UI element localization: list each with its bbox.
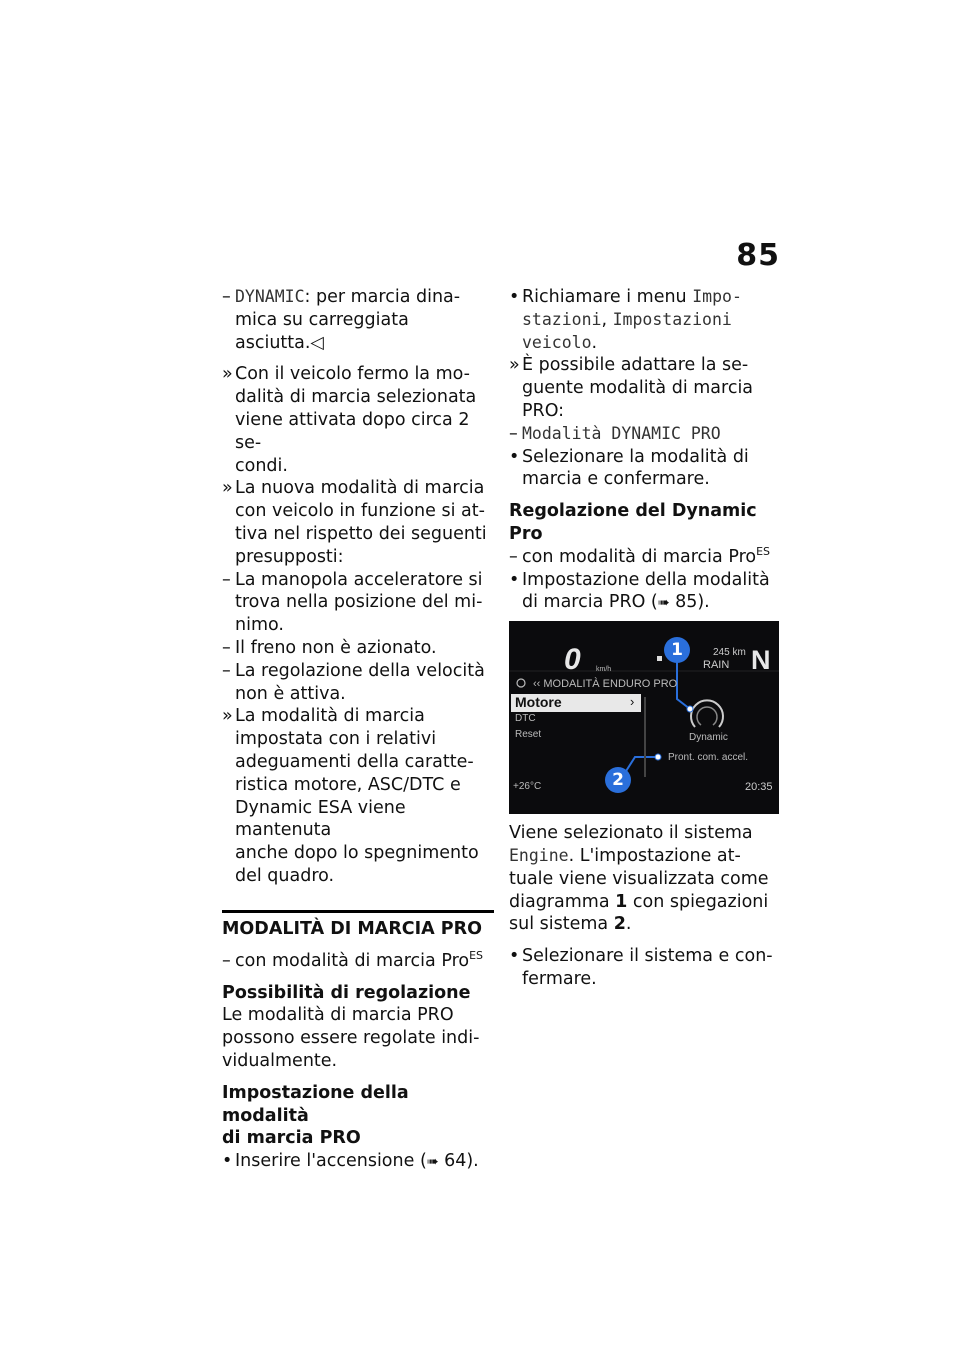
dashboard-screenshot <box>509 621 779 814</box>
text: impostata con i relativi <box>235 729 437 750</box>
callout-line-1 <box>677 661 690 709</box>
step-setting <box>509 569 781 616</box>
condition-2 <box>222 637 494 660</box>
response-label: Pront. com. accel. <box>668 752 749 764</box>
caption-text <box>509 822 781 936</box>
bullet-marker: • <box>222 1151 233 1172</box>
text: fermare. <box>522 968 597 989</box>
text: La regolazione della velocità <box>235 660 485 681</box>
menu-item-motore[interactable]: Motore <box>515 694 562 711</box>
text: Con il veicolo fermo la mo- <box>235 364 470 385</box>
text: guente modalità di marcia <box>522 378 754 399</box>
text: Dynamic ESA viene mantenuta <box>235 797 406 841</box>
text: . <box>591 332 598 353</box>
bullet-marker: • <box>509 946 520 967</box>
text: La manopola acceleratore si <box>235 569 483 590</box>
text: diagramma <box>509 891 616 912</box>
text: con modalità di marcia Pro <box>522 546 757 567</box>
code: Modalità DYNAMIC PRO <box>522 423 721 443</box>
text: viene attivata dopo circa 2 se- <box>235 409 470 453</box>
result-2 <box>222 477 494 568</box>
text: con veicolo in funzione si at- <box>235 501 485 522</box>
condition-1 <box>222 569 494 637</box>
text: È possibile adattare la se- <box>522 355 749 376</box>
text: del quadro. <box>235 865 335 886</box>
condition-3 <box>222 660 494 706</box>
text: : per marcia dina- <box>304 287 461 307</box>
temperature: +26°C <box>513 781 542 793</box>
page-ref-link[interactable]: 64). <box>444 1151 479 1172</box>
text: Le modalità di marcia PRO <box>222 1005 454 1026</box>
result-marker: » <box>222 364 233 385</box>
code-dynamic: DYNAMIC <box>235 287 305 306</box>
option-dynamic <box>222 286 494 354</box>
text: Richiamare i menu <box>522 287 693 307</box>
step-select-mode <box>509 446 781 492</box>
callout-dot-1 <box>687 706 693 712</box>
range-value: 245 km <box>713 647 746 659</box>
left-column <box>222 286 494 1174</box>
page-ref-link[interactable]: 85). <box>675 592 710 613</box>
callout-badge-1: 1 <box>664 637 690 663</box>
bullet-marker: • <box>509 287 520 307</box>
text: La nuova modalità di marcia <box>235 478 485 499</box>
gear-icon <box>517 679 525 687</box>
code: stazioni <box>522 309 602 329</box>
text: di marcia PRO <box>222 1128 361 1149</box>
text: nimo. <box>235 615 284 636</box>
menu-header: ‹‹ MODALITÀ ENDURO PRO <box>533 678 678 691</box>
text: . <box>625 914 632 935</box>
dash-marker: – <box>222 660 231 681</box>
text: Impostazione della modalità <box>222 1082 409 1126</box>
text: Impostazione della modalità <box>522 569 770 590</box>
right-column <box>509 286 781 991</box>
text: presupposti: <box>235 546 344 567</box>
text: marcia e confermare. <box>522 469 710 490</box>
engine-diagram-inner <box>697 707 717 725</box>
text: trova nella posizione del mi- <box>235 592 483 613</box>
code: Impo- <box>692 287 742 306</box>
gear-indicator: N <box>751 645 771 676</box>
text: non è attiva. <box>235 683 346 704</box>
step-select-system <box>509 945 781 991</box>
option-note <box>509 546 781 569</box>
text: PRO: <box>522 400 565 421</box>
code: Engine <box>509 845 569 865</box>
text: Viene selezionato il sistema <box>509 823 753 844</box>
bullet-marker: • <box>509 446 520 467</box>
engine-diagram-icon <box>691 701 723 728</box>
dash-marker: – <box>222 637 231 658</box>
result-marker: » <box>222 706 233 727</box>
dash-marker: – <box>222 950 231 971</box>
bullet-marker: • <box>509 569 520 590</box>
text: sul sistema <box>509 914 614 935</box>
text: Selezionare il sistema e con- <box>522 946 773 967</box>
menu-item-reset[interactable]: Reset <box>515 729 542 741</box>
ref-number: 1 <box>615 891 628 912</box>
text: adeguamenti della caratte- <box>235 751 474 772</box>
diagram-label: Dynamic <box>689 732 728 744</box>
heading-regulation: Possibilità di regolazione <box>222 982 471 1003</box>
text: mica su carreggiata asciutta.◁ <box>235 309 409 353</box>
text: condi. <box>235 455 288 476</box>
regulation-text <box>222 1004 494 1072</box>
option-code: ES <box>756 544 771 558</box>
step-menu <box>509 286 781 354</box>
text: , <box>601 309 613 330</box>
clock: 20:35 <box>745 781 773 794</box>
text: La modalità di marcia <box>235 706 425 727</box>
callout-badge-2: 2 <box>605 767 631 793</box>
code: Impostazioni <box>612 309 732 329</box>
code: veicolo <box>522 332 592 352</box>
ref-number: 2 <box>613 914 626 935</box>
text: ristica motore, ASC/DTC e <box>235 774 461 795</box>
section-title: MODALITÀ DI MARCIA PRO <box>222 918 482 939</box>
menu-item-dtc[interactable]: DTC <box>515 713 536 725</box>
text: tiva nel rispetto dei seguenti <box>235 523 487 544</box>
dash-marker: – <box>222 287 231 307</box>
text: con spiegazioni <box>627 891 769 912</box>
result-1 <box>222 363 494 477</box>
speed-value: 0 <box>564 643 581 677</box>
heading-setting <box>222 1082 494 1150</box>
menu-separator <box>644 697 646 777</box>
page-ref-arrow-icon: ➠ <box>657 595 670 612</box>
option-code: ES <box>469 948 484 962</box>
dash-marker: – <box>222 569 231 590</box>
result-marker: » <box>509 355 520 376</box>
text: Il freno non è azionato. <box>235 637 437 658</box>
page-ref-arrow-icon: ➠ <box>426 1154 439 1171</box>
text: . L'impostazione at- <box>568 845 741 866</box>
callout-dot-2 <box>655 754 661 760</box>
heading-dynamic-pro: Regolazione del Dynamic Pro <box>509 501 757 544</box>
dash-marker: – <box>509 546 518 567</box>
text: con modalità di marcia Pro <box>235 950 470 971</box>
text: di marcia PRO ( <box>522 592 658 613</box>
step-ignition <box>222 1150 494 1174</box>
page-number: 85 <box>736 238 780 273</box>
speed-unit: km/h <box>596 666 612 674</box>
lock-icon <box>657 656 662 661</box>
option-dynamic-pro <box>509 423 781 446</box>
result-marker: » <box>222 478 233 499</box>
text: vidualmente. <box>222 1050 338 1071</box>
ride-mode: RAIN <box>703 659 730 672</box>
text: anche dopo lo spegnimento <box>235 843 479 864</box>
chevron-right-icon: › <box>630 694 635 710</box>
option-note <box>222 950 494 973</box>
text: tuale viene visualizzata come <box>509 868 769 889</box>
text: Inserire l'accensione ( <box>235 1151 427 1172</box>
text: possono essere regolate indi- <box>222 1028 480 1049</box>
text: Selezionare la modalità di <box>522 446 749 467</box>
result-adapt <box>509 354 781 422</box>
section-rule <box>222 910 494 913</box>
result-3 <box>222 705 494 887</box>
text: dalità di marcia selezionata <box>235 387 477 408</box>
dash-marker: – <box>509 423 518 444</box>
